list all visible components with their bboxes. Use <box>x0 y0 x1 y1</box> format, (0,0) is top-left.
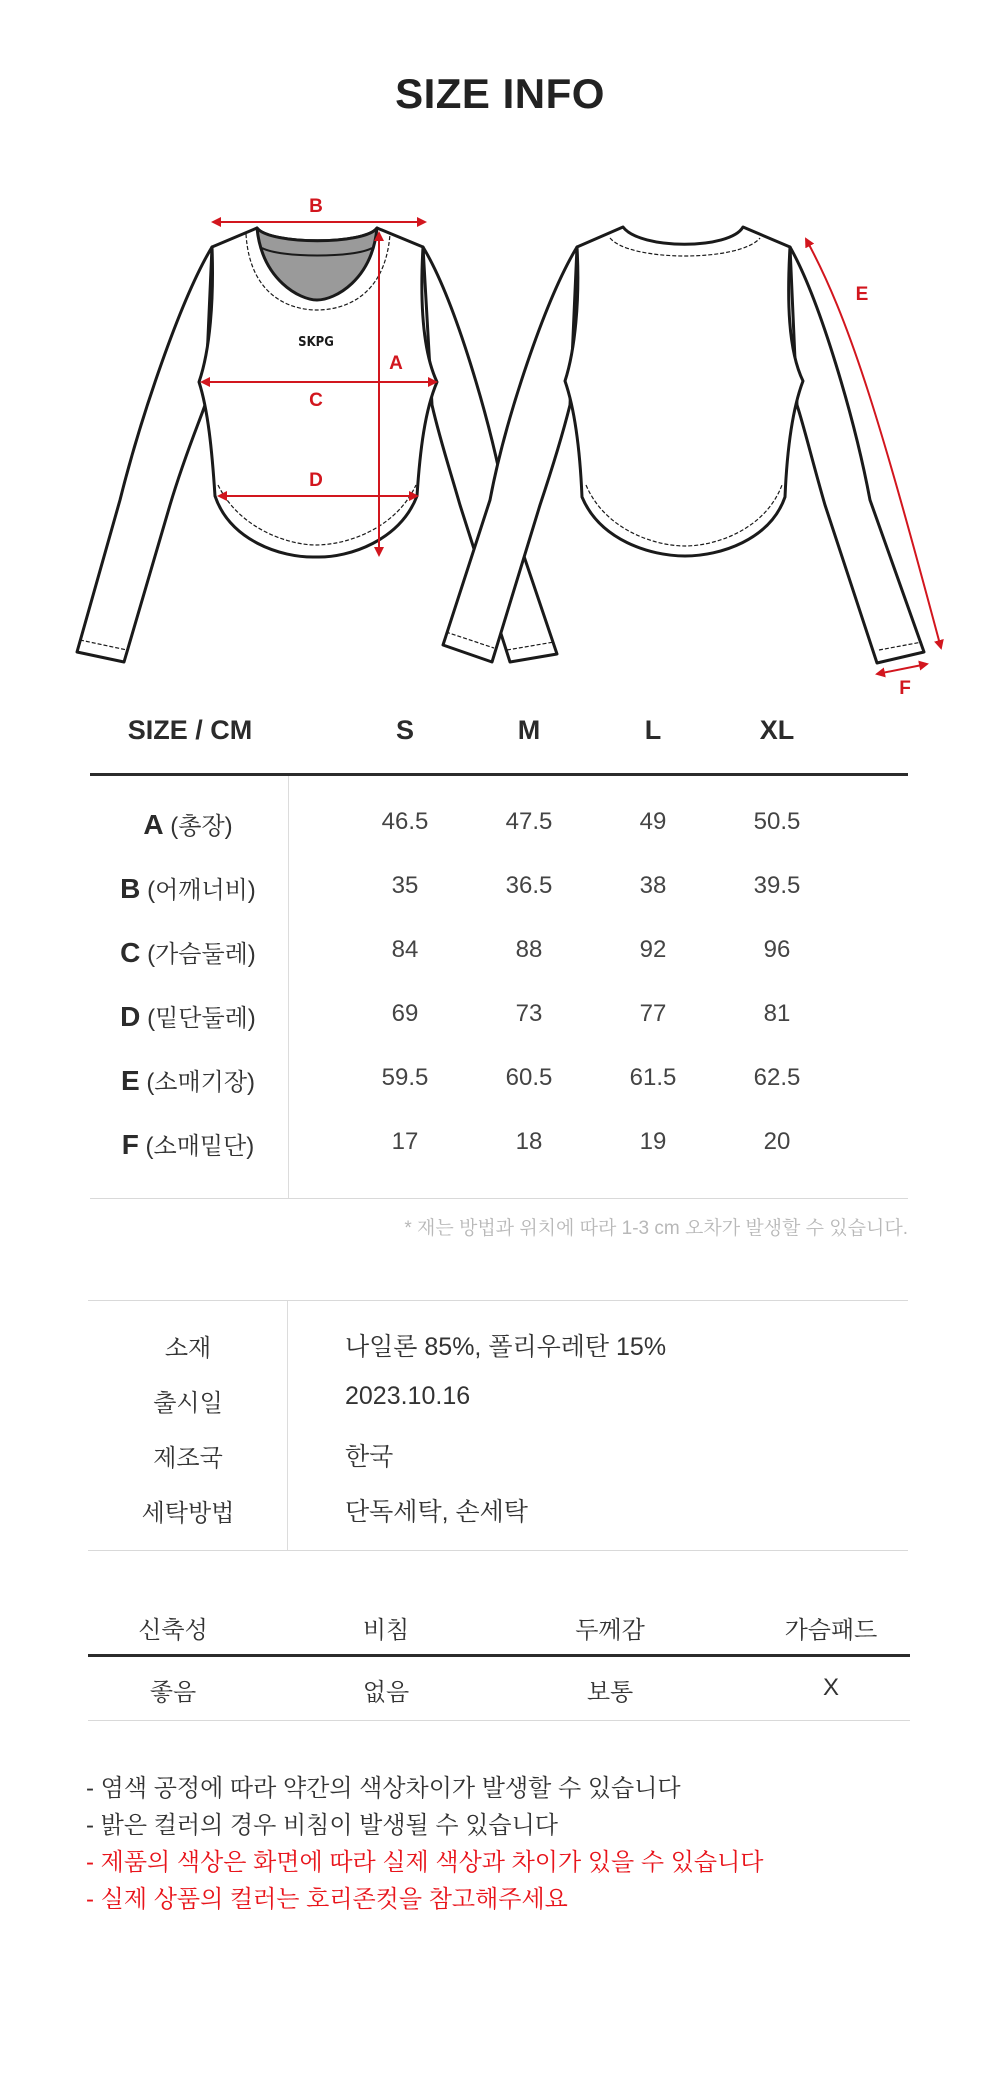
feature-header-sheerness: 비침 <box>362 1617 410 1644</box>
size-table-column-divider <box>288 776 289 1198</box>
washing-value: 단독세탁, 손세탁 <box>345 1498 528 1526</box>
label-f: F <box>899 678 911 699</box>
size-cell: 18 <box>515 1128 543 1155</box>
label-a: A <box>389 353 403 374</box>
size-row-label-b: B (어깨너비) <box>120 873 256 904</box>
size-table-header-label: SIZE / CM <box>127 715 253 745</box>
size-cell: 84 <box>391 936 419 963</box>
material-value: 나일론 85%, 폴리우레탄 15% <box>345 1333 667 1361</box>
size-cell: 19 <box>639 1128 667 1155</box>
size-cell: 60.5 <box>505 1064 553 1091</box>
release-date-value: 2023.10.16 <box>345 1382 471 1410</box>
size-row-label-c: C (가슴둘레) <box>120 937 256 968</box>
size-cell: 20 <box>763 1128 791 1155</box>
size-cell: 35 <box>391 872 419 899</box>
label-e: E <box>855 284 869 305</box>
notice-item: - 밝은 컬러의 경우 비침이 발생될 수 있습니다 <box>86 1812 558 1839</box>
size-cell: 96 <box>763 936 791 963</box>
size-header-m: M <box>517 715 541 745</box>
size-cell: 59.5 <box>381 1064 429 1091</box>
features-header-divider <box>88 1654 910 1657</box>
origin-value: 한국 <box>345 1443 394 1471</box>
size-cell: 73 <box>515 1000 543 1027</box>
size-row-label-d: D (밑단둘레) <box>120 1001 256 1032</box>
notice-item-highlight: - 제품의 색상은 화면에 따라 실제 색상과 차이가 있을 수 있습니다 <box>86 1849 764 1876</box>
material-bottom-divider <box>88 1550 908 1551</box>
size-cell: 50.5 <box>753 808 801 835</box>
feature-header-chest-pad: 가슴패드 <box>784 1617 878 1644</box>
feature-value-sheerness: 없음 <box>362 1679 410 1706</box>
size-cell: 49 <box>639 808 667 835</box>
notice-item-highlight: - 실제 상품의 컬러는 호리존컷을 참고해주세요 <box>86 1886 568 1913</box>
feature-header-stretch: 신축성 <box>138 1617 208 1644</box>
feature-value-chest-pad: X <box>822 1674 839 1701</box>
front-logo-text: SKPG <box>298 335 334 350</box>
size-cell: 39.5 <box>753 872 801 899</box>
size-cell: 61.5 <box>629 1064 677 1091</box>
feature-value-stretch: 좋음 <box>149 1679 197 1706</box>
feature-value-thickness: 보통 <box>586 1679 634 1706</box>
label-d: D <box>309 470 323 491</box>
size-cell: 77 <box>639 1000 667 1027</box>
label-c: C <box>309 390 323 411</box>
size-row-label-e: E (소매기장) <box>120 1065 256 1096</box>
material-label: 소재 <box>164 1335 212 1362</box>
feature-header-thickness: 두께감 <box>575 1617 645 1644</box>
washing-label: 세탁방법 <box>141 1500 235 1527</box>
size-cell: 69 <box>391 1000 419 1027</box>
size-cell: 36.5 <box>505 872 553 899</box>
notice-item: - 염색 공정에 따라 약간의 색상차이가 발생할 수 있습니다 <box>86 1775 681 1802</box>
features-bottom-divider <box>88 1720 910 1721</box>
size-cell: 62.5 <box>753 1064 801 1091</box>
size-cell: 38 <box>639 872 667 899</box>
size-table-header-divider <box>90 773 908 776</box>
size-table-bottom-divider <box>90 1198 908 1199</box>
material-top-divider <box>88 1300 908 1301</box>
label-b: B <box>309 196 323 217</box>
size-cell: 17 <box>391 1128 419 1155</box>
size-cell: 46.5 <box>381 808 429 835</box>
arrow-f <box>877 664 927 674</box>
page-title: SIZE INFO <box>395 70 605 117</box>
measurement-note: * 재는 방법과 위치에 따라 1-3 cm 오차가 발생할 수 있습니다. <box>404 1218 908 1239</box>
size-cell: 81 <box>763 1000 791 1027</box>
garment-size-diagram <box>0 180 1000 700</box>
size-cell: 92 <box>639 936 667 963</box>
size-header-s: S <box>395 715 414 745</box>
size-cell: 47.5 <box>505 808 553 835</box>
size-row-label-a: A (총장) <box>143 809 233 840</box>
size-header-xl: XL <box>759 715 795 745</box>
size-cell: 88 <box>515 936 543 963</box>
size-row-label-f: F (소매밑단) <box>121 1129 255 1160</box>
size-header-l: L <box>644 715 662 745</box>
origin-label: 제조국 <box>153 1445 223 1472</box>
release-date-label: 출시일 <box>153 1390 223 1417</box>
